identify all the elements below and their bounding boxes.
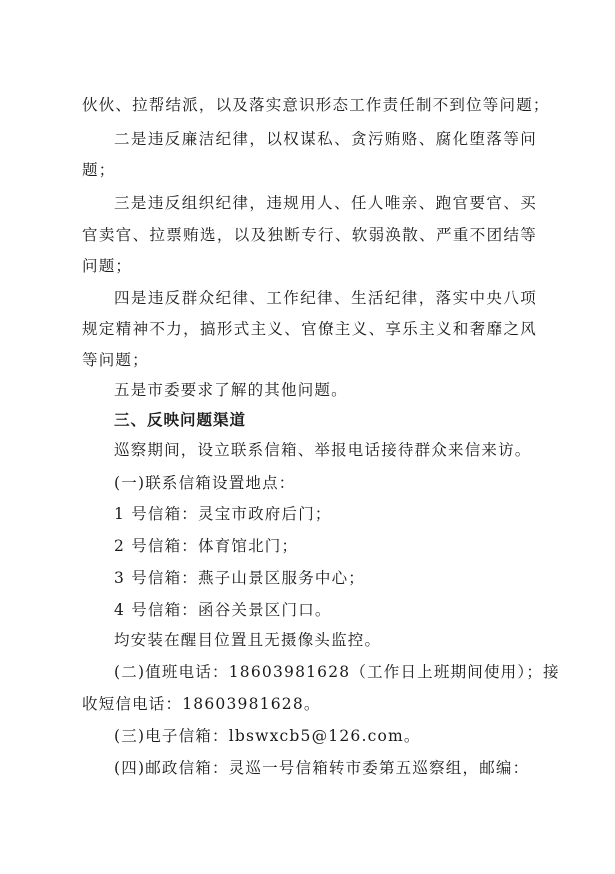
paragraph-line: 规定精神不力，搞形式主义、官僚主义、享乐主义和奢靡之风 [82, 320, 537, 338]
mailbox-note: 均安装在醒目位置且无摄像头监控。 [114, 631, 382, 649]
mailbox-heading: (一)联系信箱设置地点： [114, 474, 296, 492]
paragraph-line: 三是违反组织纪律，违规用人、任人唯亲、跑官要官、买 [114, 194, 537, 212]
section-heading: 三、反映问题渠道 [114, 411, 247, 429]
postal-line: (四)邮政信箱：灵巡一号信箱转市委第五巡察组，邮编： [114, 759, 530, 777]
paragraph-line: 伙伙、拉帮结派，以及落实意识形态工作责任制不到位等问题； [82, 96, 550, 114]
paragraph-line: 二是违反廉洁纪律，以权谋私、贪污贿赂、腐化堕落等问 [114, 130, 537, 148]
paragraph-line: 题； [82, 161, 116, 179]
email-line: (三)电子信箱：lbswxcb5@126.com。 [114, 727, 421, 745]
paragraph-line: 官卖官、拉票贿选，以及独断专行、软弱涣散、严重不团结等 [82, 226, 537, 244]
paragraph-line: 四是违反群众纪律、工作纪律、生活纪律，落实中央八项 [114, 289, 537, 307]
mailbox-item: 4 号信箱：函谷关景区门口。 [114, 601, 332, 619]
intro-text: 巡察期间，设立联系信箱、举报电话接待群众来信来访。 [114, 441, 532, 459]
mailbox-item: 3 号信箱：燕子山景区服务中心； [114, 569, 365, 587]
phone-line: (二)值班电话：18603981628（工作日上班期间使用）；接 [114, 663, 560, 681]
paragraph-line: 等问题； [82, 351, 149, 369]
phone-line: 收短信电话：18603981628。 [82, 695, 321, 713]
mailbox-item: 2 号信箱：体育馆北门； [114, 537, 299, 555]
paragraph-line: 五是市委要求了解的其他问题。 [114, 381, 348, 399]
mailbox-item: 1 号信箱：灵宝市政府后门； [114, 505, 332, 523]
paragraph-line: 问题； [82, 257, 133, 275]
